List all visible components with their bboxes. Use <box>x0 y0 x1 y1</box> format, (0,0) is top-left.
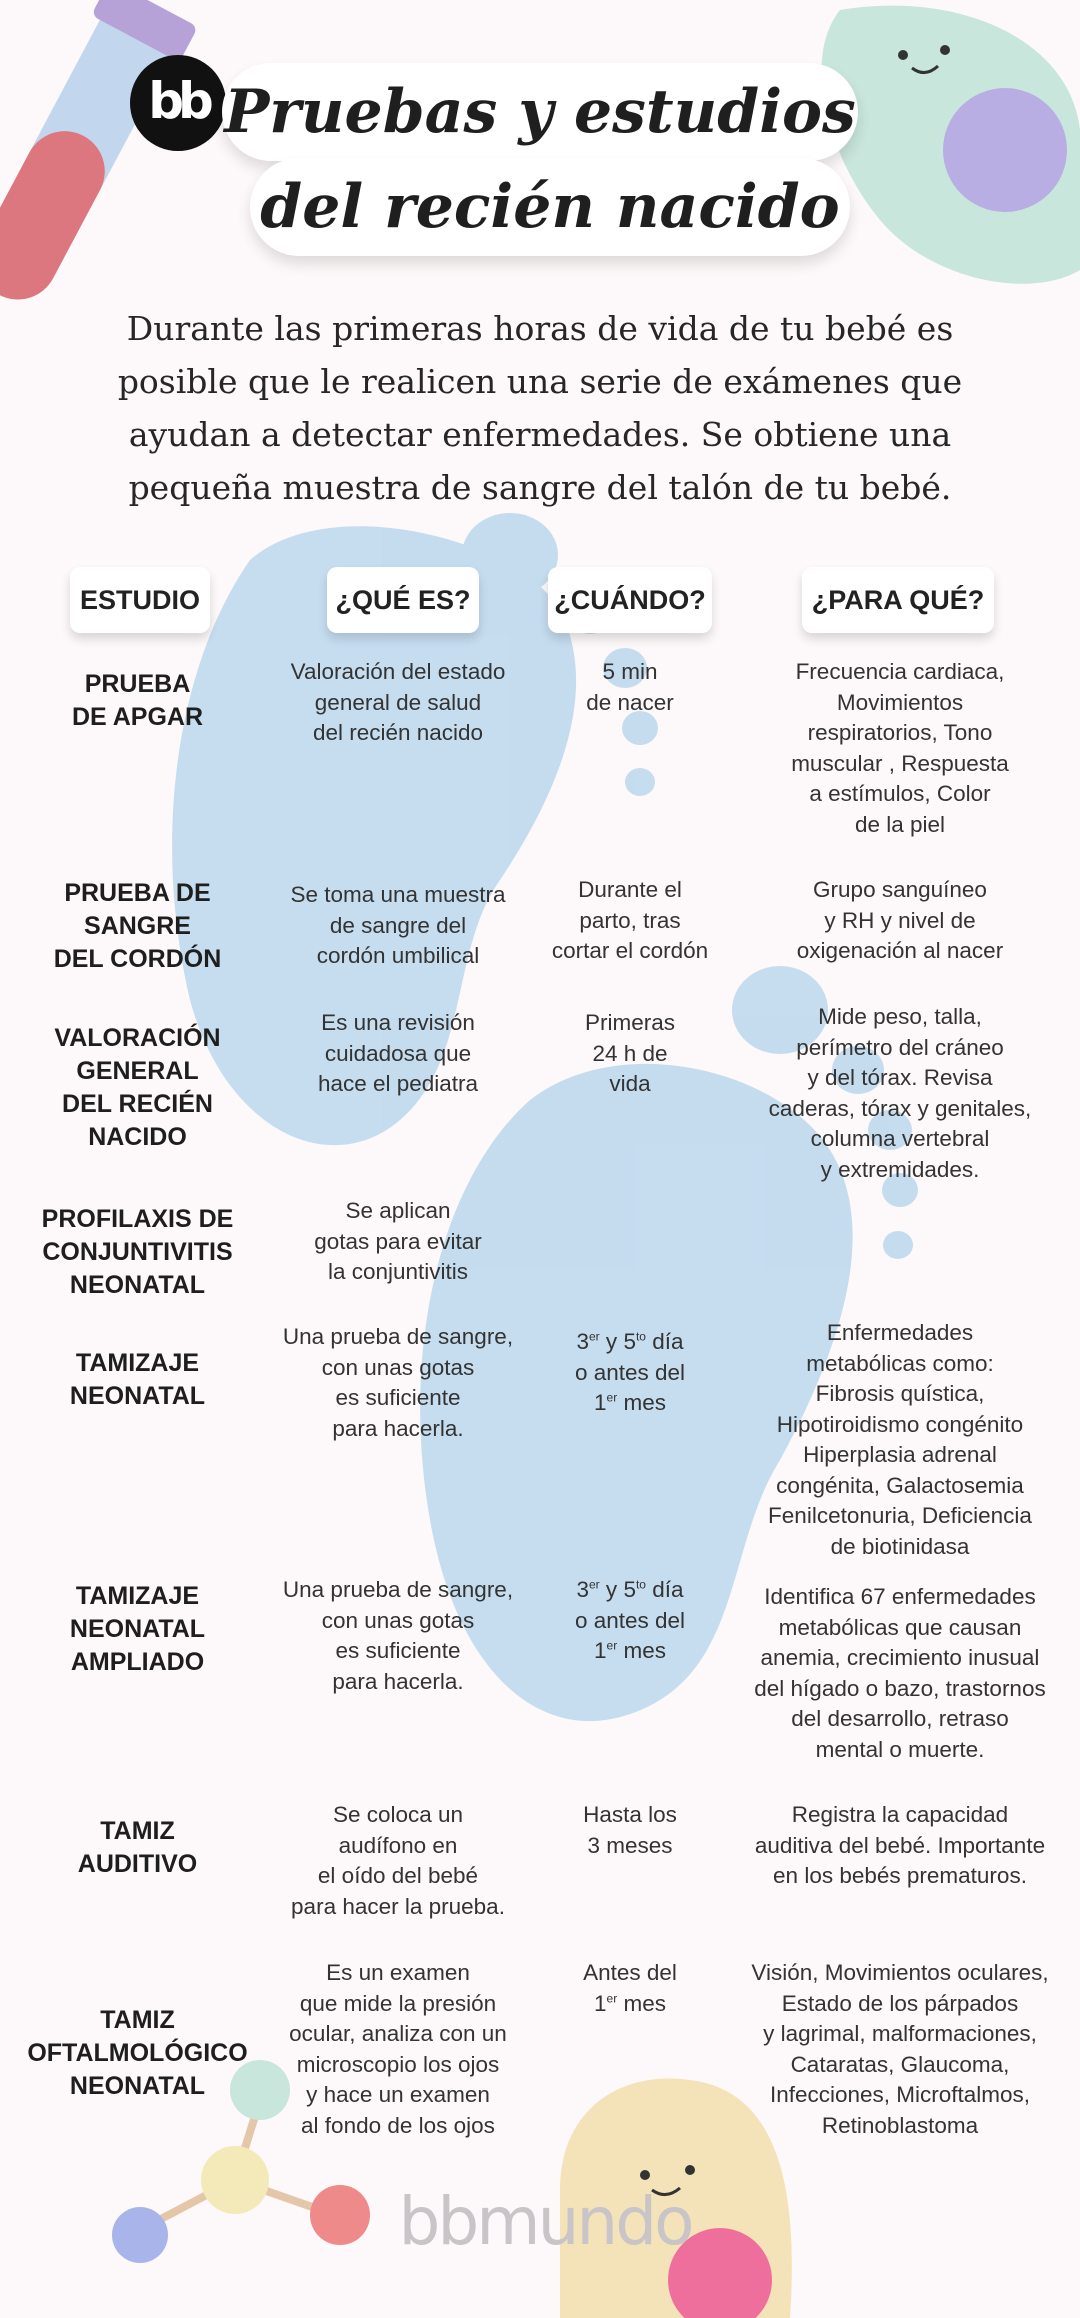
row-oftalmologico-para: Visión, Movimientos oculares, Estado de los párpados y lagrimal, malformaciones, Cataratas, Glaucoma, Infecciones, Microftalmos, Retinoblastoma <box>751 1960 1049 2138</box>
row-ampliado-para: Identifica 67 enfermedades metabólicas que causan anemia, crecimiento inusual del hígado o bazo, trastornos del desarrollo, retraso mental o muerte. <box>754 1584 1046 1762</box>
row-cordon-name: PRUEBA DE SANGRE DEL CORDÓN <box>53 879 222 973</box>
page-title-line-2: del recién nacido <box>250 158 850 256</box>
row-oftalmologico-que: Es un examen que mide la presión ocular, analiza con un microscopio los ojos y hace un examen al fondo de los ojos <box>289 1960 507 2138</box>
row-auditivo-que: Se coloca un audífono en el oído del bebé para hacer la prueba. <box>291 1802 505 1919</box>
tamizaje-cuando-s3: er <box>606 1390 618 1405</box>
oftalmologico-cuando-n: 1 <box>594 1990 607 2016</box>
page-title-line-1: Pruebas y estudios <box>222 63 858 161</box>
row-auditivo-para: Registra la capacidad auditiva del bebé. Importante en los bebés prematuros. <box>754 1802 1046 1888</box>
column-header-cuando: ¿CUÁNDO? <box>548 567 712 633</box>
row-apgar-que: Valoración del estado general de salud del recién nacido <box>290 659 506 745</box>
row-profilaxis-que: Se aplican gotas para evitar la conjuntivitis <box>314 1198 482 1284</box>
ampliado-cuando-s1: er <box>589 1577 600 1592</box>
oftalmologico-cuando-l1: Antes del <box>583 1960 677 1985</box>
ampliado-cuando-n1: 3 <box>576 1577 589 1602</box>
row-oftalmologico-name: TAMIZ OFTALMOLÓGICO NEONATAL <box>27 2006 248 2100</box>
ampliado-cuando-n3: 1 <box>594 1638 607 1663</box>
row-cordon-para: Grupo sanguíneo y RH y nivel de oxigenación al nacer <box>796 877 1004 963</box>
ampliado-cuando-l2: o antes del <box>574 1607 686 1633</box>
row-valoracion-cuando: Primeras 24 h de vida <box>584 1010 675 1096</box>
ampliado-cuando-n2: 5 <box>623 1577 636 1602</box>
ampliado-cuando-t3: mes <box>617 1638 666 1663</box>
row-tamizaje-name: TAMIZAJE NEONATAL <box>69 1349 206 1410</box>
tamizaje-cuando-l2: o antes del <box>574 1359 686 1385</box>
tamizaje-cuando-s1: er <box>589 1329 600 1344</box>
row-tamizaje-cuando <box>540 1327 720 1419</box>
ampliado-cuando-s2: to <box>635 1577 646 1592</box>
column-header-para: ¿PARA QUÉ? <box>802 567 994 633</box>
row-valoracion-para: Mide peso, talla, perímetro del cráneo y del tórax. Revisa caderas, tórax y genitales, columna vertebral y extremidades. <box>768 1004 1032 1182</box>
row-tamizaje-para: Enfermedades metabólicas como: Fibrosis quística, Hipotiroidismo congénito Hiperplasia adrenal congénita, Galactosemia Fenilcetonuria, Deficiencia de biotinidasa <box>768 1320 1032 1559</box>
row-ampliado-que: Una prueba de sangre, con unas gotas es suficiente para hacerla. <box>282 1577 514 1694</box>
ampliado-cuando-t1: día <box>645 1577 684 1602</box>
oftalmologico-cuando-t: mes <box>617 1990 666 2016</box>
column-header-que: ¿QUÉ ES? <box>327 567 479 633</box>
row-apgar-para: Frecuencia cardiaca, Movimientos respiratorios, Tono muscular , Respuesta a estímulos, Color de la piel <box>791 659 1009 837</box>
row-ampliado-name: TAMIZAJE NEONATAL AMPLIADO <box>69 1582 206 1676</box>
row-valoracion-que: Es una revisión cuidadosa que hace el pediatra <box>317 1010 479 1096</box>
tamizaje-cuando-n3: 1 <box>594 1390 607 1415</box>
row-apgar-cuando: 5 min de nacer <box>586 659 674 715</box>
tamizaje-cuando-t1: día <box>645 1329 684 1354</box>
row-apgar-name: PRUEBA DE APGAR <box>71 670 204 731</box>
column-header-estudio: ESTUDIO <box>70 567 210 633</box>
row-ampliado-cuando <box>540 1575 720 1667</box>
oftalmologico-cuando-s: er <box>606 1991 618 2005</box>
test-tube-icon <box>0 0 198 318</box>
intro-paragraph: Durante las primeras horas de vida de tu bebé es posible que le realicen una serie de exámenes que ayudan a detectar enfermedades. Se obtiene una pequeña muestra de sangre del talón de tu bebé. <box>117 309 963 507</box>
row-auditivo-cuando: Hasta los 3 meses <box>583 1802 677 1858</box>
footer-brand-logo: bbmundo <box>398 2183 692 2260</box>
brand-logo: bb <box>130 55 226 151</box>
row-tamizaje-que: Una prueba de sangre, con unas gotas es suficiente para hacerla. <box>282 1324 514 1441</box>
row-profilaxis-name: PROFILAXIS DE CONJUNTIVITIS NEONATAL <box>41 1205 234 1299</box>
row-cordon-cuando: Durante el parto, tras cortar el cordón <box>551 877 709 963</box>
ampliado-cuando-mid: y <box>599 1577 624 1602</box>
tamizaje-cuando-t3: mes <box>617 1390 666 1415</box>
tamizaje-cuando-mid: y <box>599 1329 624 1354</box>
tamizaje-cuando-s2: to <box>635 1329 646 1344</box>
tamizaje-cuando-n1: 3 <box>576 1329 589 1354</box>
row-valoracion-name: VALORACIÓN GENERAL DEL RECIÉN NACIDO <box>54 1024 221 1151</box>
ampliado-cuando-s3: er <box>606 1638 618 1653</box>
germ-icon <box>821 6 1080 284</box>
row-cordon-que: Se toma una muestra de sangre del cordón umbilical <box>290 882 506 968</box>
row-auditivo-name: TAMIZ AUDITIVO <box>77 1817 198 1878</box>
tamizaje-cuando-n2: 5 <box>623 1329 636 1354</box>
row-oftalmologico-cuando <box>540 1958 720 2019</box>
